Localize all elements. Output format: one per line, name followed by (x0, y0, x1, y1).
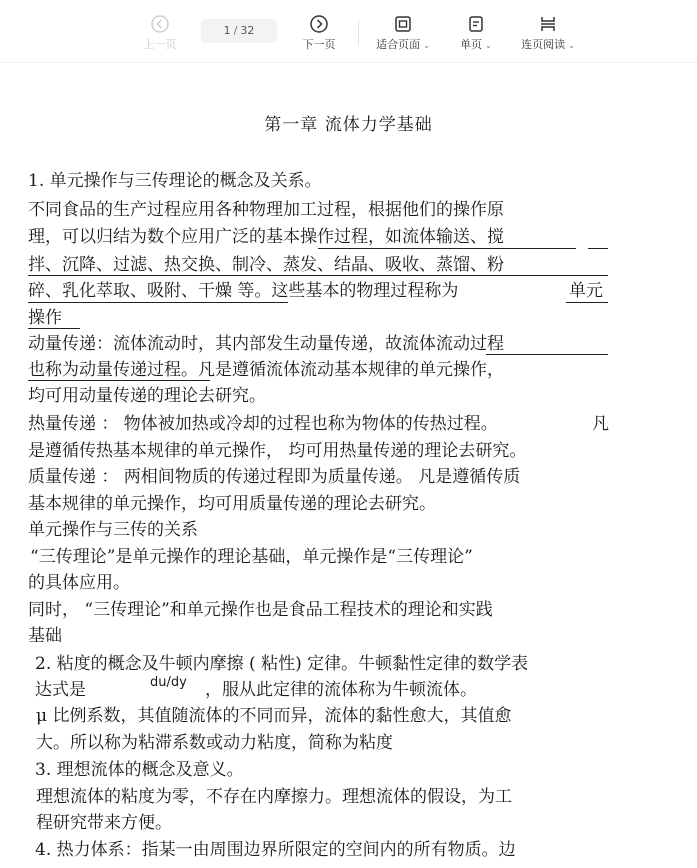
text-line: 大。所以称为粘滞系数或动力粘度，简称为粘度 (36, 733, 393, 753)
text-line: 理想流体的粘度为零，不存在内摩擦力。理想流体的假设，为工 (36, 787, 512, 807)
text-line: 操作 (28, 308, 62, 328)
continuous-scroll-icon (538, 14, 558, 34)
prev-page-button[interactable] (136, 0, 184, 62)
page-current: 1 (223, 24, 231, 37)
chevron-down-icon: ⌄ (568, 41, 575, 50)
underline (318, 248, 576, 249)
text-line: 基础 (28, 626, 62, 646)
text-line: μ 比例系数，其值随流体的不同而异，流体的黏性愈大，其值愈 (36, 706, 512, 726)
underline (566, 302, 608, 303)
single-page-icon (466, 14, 486, 34)
text-line: 凡 (592, 414, 609, 434)
text-line: “三传理论”是单元操作的理论基础，单元操作是“三传理论” (30, 547, 473, 567)
next-page-label: 下一页 (302, 38, 336, 51)
text-line: 程研究带来方便。 (36, 813, 172, 833)
single-page-label: 单页 (460, 38, 483, 51)
prev-page-label: 上一页 (143, 38, 177, 51)
text-line: 单元操作与三传的关系 (28, 520, 198, 540)
reader-toolbar (0, 0, 697, 63)
continuous-read-button[interactable] (513, 0, 583, 62)
underline (588, 248, 608, 249)
text-line: 质量传递 ： 两相间物质的传递过程即为质量传递。 凡是遵循传质 (28, 467, 521, 487)
fit-page-button[interactable] (368, 0, 438, 62)
arrow-right-circle-icon (309, 14, 329, 34)
text-line: 均可用动量传递的理论去研究。 (28, 386, 266, 406)
chapter-title: 第一章 流体力学基础 (264, 115, 433, 135)
chevron-down-icon: ⌄ (485, 41, 492, 50)
toolbar-divider (358, 20, 359, 46)
formula-du-dy: du/dy (150, 675, 187, 690)
text-line: 基本规律的单元操作，均可用质量传递的理论去研究。 (28, 494, 436, 514)
underline (28, 302, 288, 303)
text-line: 3. 理想流体的概念及意义。 (35, 760, 244, 780)
underline (28, 380, 210, 381)
fit-page-icon (393, 14, 413, 34)
single-page-button[interactable] (453, 0, 499, 62)
text-line: 理，可以归结为数个应用广泛的基本操作过程，如流体输送、搅 (28, 227, 504, 247)
text-line: 同时， “三传理论”和单元操作也是食品工程技术的理论和实践 (28, 600, 493, 620)
text-line: 2. 粘度的概念及牛顿内摩擦 ( 粘性) 定律。牛顿黏性定律的数学表 (35, 654, 529, 674)
underline (28, 328, 80, 329)
text-line: 热量传递 ： 物体被加热或冷却的过程也称为物体的传热过程。 (28, 414, 498, 434)
text-line: 碎、乳化萃取、吸附、干燥 等。这些基本的物理过程称为 (28, 281, 459, 301)
chevron-down-icon: ⌄ (423, 41, 430, 50)
text-line: 4. 热力体系：指某一由周围边界所限定的空间内的所有物质。边 (35, 840, 516, 860)
fit-page-label: 适合页面 (376, 38, 421, 51)
text-line: 1. 单元操作与三传理论的概念及关系。 (28, 171, 322, 191)
text-line: 的具体应用。 (28, 573, 130, 593)
underline (588, 275, 608, 276)
continuous-read-label: 连页阅读 (521, 38, 566, 51)
text-line: 动量传递：流体流动时，其内部发生动量传递，故流体流动过程 (28, 334, 504, 354)
underline (28, 275, 588, 276)
arrow-left-circle-icon (150, 14, 170, 34)
text-line: 单元 (569, 281, 603, 301)
text-line: 达式是 (35, 680, 86, 700)
page-total: 32 (240, 24, 255, 37)
text-line: 也称为动量传递过程。凡是遵循流体流动基本规律的单元操作， (28, 360, 504, 380)
underline (486, 354, 608, 355)
text-line: 不同食品的生产过程应用各种物理加工过程，根据他们的操作原 (28, 200, 504, 220)
page-indicator[interactable]: 1 / 32 (201, 19, 277, 43)
document-page (0, 62, 697, 868)
text-line: ，服从此定律的流体称为牛顿流体。 (205, 680, 477, 700)
text-line: 拌、沉降、过滤、热交换、制冷、蒸发、结晶、吸收、蒸馏、粉 (28, 255, 504, 275)
next-page-button[interactable] (295, 0, 343, 62)
text-line: 是遵循传热基本规律的单元操作， 均可用热量传递的理论去研究。 (28, 441, 527, 461)
